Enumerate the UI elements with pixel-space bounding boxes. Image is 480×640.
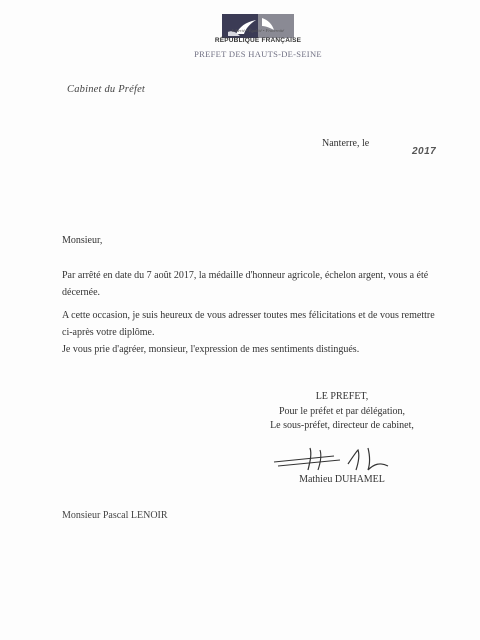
paragraph-2-line-1: A cette occasion, je suis heureux de vous adresser toutes mes félicitations et de vous remettre — [62, 310, 435, 321]
prefecture-name: PREFET DES HAUTS-DE-SEINE — [194, 49, 322, 59]
signature-line-2: Pour le préfet et par délégation, — [278, 405, 406, 417]
handwritten-signature — [270, 444, 400, 474]
paragraph-1 — [62, 268, 428, 301]
paragraph-2-line-2: ci-après votre diplôme. — [62, 326, 155, 338]
signature-block — [258, 390, 426, 434]
paragraph-2 — [62, 308, 435, 341]
signature-line-3: Le sous-préfet, directeur de cabinet, — [270, 420, 414, 431]
place: Nanterre, le — [322, 138, 370, 149]
recipient-name: Monsieur Pascal LENOIR — [62, 510, 168, 521]
paragraph-1-line-2: décernée. — [62, 286, 101, 298]
salutation: Monsieur, — [62, 235, 103, 246]
signature-line-1: LE PREFET, — [315, 391, 369, 402]
place-date — [322, 138, 369, 149]
stamped-date: 2017 — [412, 146, 437, 157]
paragraph-3: Je vous prie d'agréer, monsieur, l'expression de mes sentiments distingués. — [62, 344, 360, 355]
cabinet-du-prefet: Cabinet du Préfet — [67, 84, 146, 95]
signer-name: Mathieu DUHAMEL — [299, 474, 385, 485]
paragraph-1-line-1: Par arrêté en date du 7 août 2017, la médaille d'honneur agricole, échelon argent, vous a été — [62, 270, 429, 281]
republique-francaise: RÉPUBLIQUE FRANÇAISE — [214, 37, 302, 44]
motto: Liberté • Égalité • Fraternité — [231, 28, 285, 33]
